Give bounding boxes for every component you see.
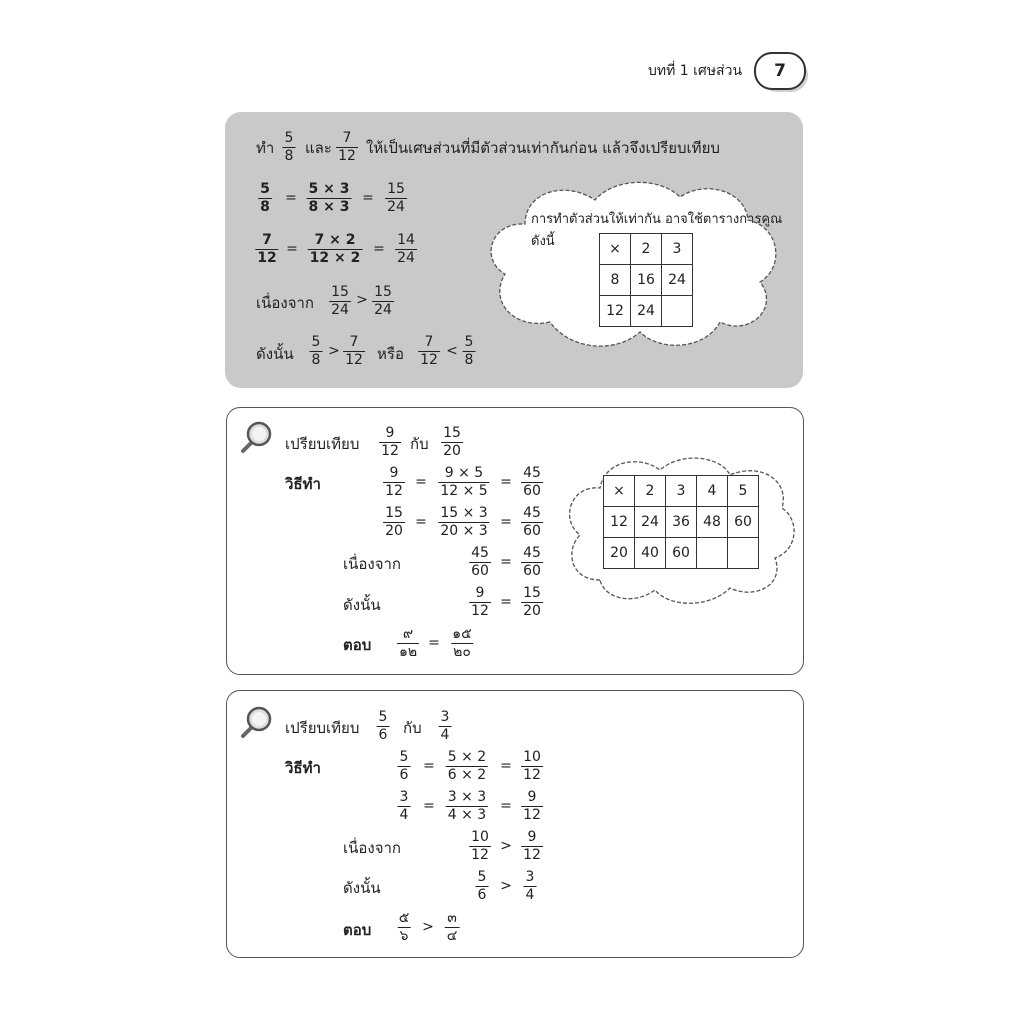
- or-label: หรือ: [377, 345, 404, 363]
- fraction: $\frac{3}{4}$: [440, 709, 450, 743]
- fraction: $\frac{10}{12}$: [523, 749, 541, 783]
- intro-fraction: $\frac{7}{12}$: [338, 130, 356, 164]
- intro-fraction: $\frac{5}{8}$: [284, 130, 294, 164]
- table-cell: 36: [666, 507, 697, 538]
- fraction: $\frac{15}{20}$: [385, 505, 403, 539]
- fraction: $\frac{9 \times 5}{12 \times 5}$: [440, 465, 488, 499]
- fraction: $\frac{5 \times 2}{6 \times 2}$: [447, 749, 487, 783]
- therefore-label: ดังนั้น: [343, 596, 381, 614]
- equals-sign: =: [500, 474, 512, 490]
- fraction: ๓ ๔: [446, 910, 458, 944]
- fraction: $\frac{45}{60}$: [523, 505, 541, 539]
- multiplication-table: [599, 233, 693, 327]
- intro-prefix: ทำ: [256, 139, 275, 157]
- table-cell: 2: [635, 476, 666, 507]
- fraction: $\frac{3 \times 3}{4 \times 3}$: [447, 789, 487, 823]
- example-2-conj: กับ: [403, 719, 422, 737]
- fraction: $\frac{45}{60}$: [523, 465, 541, 499]
- comparison-sign: >: [328, 343, 340, 359]
- intro-and: และ: [305, 139, 332, 157]
- fraction: $\frac{5}{6}$: [378, 709, 388, 743]
- comparison-sign: =: [500, 594, 512, 610]
- fraction: $\frac{9}{12}$: [385, 465, 403, 499]
- table-cell: ×: [604, 476, 635, 507]
- table-cell: 3: [666, 476, 697, 507]
- table-cell: 12: [600, 296, 631, 327]
- table-row: [604, 538, 759, 569]
- fraction: $\frac{5}{8}$: [311, 334, 321, 368]
- table-cell: 24: [662, 265, 693, 296]
- fraction: $\frac{45}{60}$: [523, 545, 541, 579]
- comparison-sign: >: [500, 878, 512, 894]
- fraction: $\frac{45}{60}$: [471, 545, 489, 579]
- fraction: $\frac{7}{12}$: [257, 232, 277, 266]
- fraction: $\frac{7}{12}$: [345, 334, 363, 368]
- comparison-sign: <: [446, 343, 458, 359]
- table-cell: ×: [600, 234, 631, 265]
- fraction: ๑๕ ๒๐: [452, 626, 472, 660]
- equals-sign: =: [285, 190, 297, 206]
- fraction: $\frac{9}{12}$: [381, 425, 399, 459]
- fraction: $\frac{10}{12}$: [471, 829, 489, 863]
- cloud-note: การทำตัวส่วนให้เท่ากัน อาจใช้ตารางการคูณ: [531, 212, 783, 227]
- fraction: $\frac{9}{12}$: [523, 789, 541, 823]
- table-cell: 60: [728, 507, 759, 538]
- fraction: $\frac{7 \times 2}{12 \times 2}$: [309, 232, 361, 266]
- table-cell: 5: [728, 476, 759, 507]
- comparison-sign: >: [500, 838, 512, 854]
- method-label: วิธีทำ: [285, 475, 321, 493]
- example-2-title: เปรียบเทียบ: [285, 719, 360, 737]
- equals-sign: =: [415, 514, 427, 530]
- table-cell: 24: [631, 296, 662, 327]
- equals-sign: =: [423, 798, 435, 814]
- example-1-title: เปรียบเทียบ: [285, 435, 360, 453]
- equals-sign: =: [500, 798, 512, 814]
- equals-sign: =: [286, 241, 298, 257]
- equals-sign: =: [362, 190, 374, 206]
- example-1-conj: กับ: [410, 435, 429, 453]
- fraction: $\frac{7}{12}$: [420, 334, 438, 368]
- table-cell: [728, 538, 759, 569]
- table-row: [604, 476, 759, 507]
- table-cell: [697, 538, 728, 569]
- method-label: วิธีทำ: [285, 759, 321, 777]
- intro-instruction: ให้เป็นเศษส่วนที่มีตัวส่วนเท่ากันก่อน แล้วจึงเปรียบเทียบ: [366, 139, 720, 157]
- since-label: เนื่องจาก: [343, 839, 402, 857]
- table-cell: 16: [631, 265, 662, 296]
- fraction: ๙ ๑๒: [398, 626, 418, 660]
- table-cell: 48: [697, 507, 728, 538]
- fraction: ๕ ๖: [398, 910, 410, 944]
- equals-sign: =: [415, 474, 427, 490]
- fraction: $\frac{15 \times 3}{20 \times 3}$: [440, 505, 488, 539]
- fraction: $\frac{15}{20}$: [523, 585, 541, 619]
- magnifier-icon: [240, 705, 274, 739]
- table-cell: 40: [635, 538, 666, 569]
- fraction: $\frac{9}{12}$: [471, 585, 489, 619]
- table-cell: 20: [604, 538, 635, 569]
- fraction: $\frac{15}{24}$: [387, 181, 405, 215]
- comparison-sign: >: [422, 919, 434, 935]
- multiplication-table: [603, 475, 759, 569]
- table-cell: 2: [631, 234, 662, 265]
- table-row: [600, 265, 693, 296]
- equals-sign: =: [500, 758, 512, 774]
- fraction: $\frac{14}{24}$: [397, 232, 415, 266]
- answer-label: ตอบ: [343, 636, 372, 654]
- table-row: [604, 507, 759, 538]
- equals-sign: =: [500, 514, 512, 530]
- chapter-title: บทที่ 1 เศษส่วน: [648, 63, 743, 79]
- equals-sign: =: [373, 241, 385, 257]
- fraction: $\frac{15}{20}$: [443, 425, 461, 459]
- table-row: [600, 296, 693, 327]
- magnifier-icon: [240, 420, 274, 454]
- since-label: เนื่องจาก: [343, 555, 402, 573]
- equals-sign: =: [423, 758, 435, 774]
- table-cell: 24: [635, 507, 666, 538]
- table-cell: 60: [666, 538, 697, 569]
- cloud-note-2: ดังนี้: [531, 234, 555, 249]
- fraction: $\frac{5}{6}$: [477, 869, 487, 903]
- fraction: $\frac{5 \times 3}{8 \times 3}$: [308, 181, 350, 215]
- comparison-sign: =: [428, 635, 440, 651]
- table-row: [600, 234, 693, 265]
- since-label: เนื่องจาก: [256, 294, 315, 312]
- comparison-sign: =: [500, 554, 512, 570]
- fraction: $\frac{15}{24}$: [331, 284, 349, 318]
- fraction: $\frac{5}{6}$: [399, 749, 409, 783]
- page-number: 7: [754, 52, 806, 90]
- fraction: $\frac{9}{12}$: [523, 829, 541, 863]
- fraction: $\frac{3}{4}$: [399, 789, 409, 823]
- therefore-label: ดังนั้น: [256, 345, 294, 363]
- therefore-label: ดังนั้น: [343, 879, 381, 897]
- table-cell: 4: [697, 476, 728, 507]
- table-cell: [662, 296, 693, 327]
- table-cell: 12: [604, 507, 635, 538]
- fraction: $\frac{3}{4}$: [525, 869, 535, 903]
- fraction: $\frac{15}{24}$: [374, 284, 392, 318]
- answer-label: ตอบ: [343, 921, 372, 939]
- fraction: $\frac{5}{8}$: [464, 334, 474, 368]
- table-cell: 8: [600, 265, 631, 296]
- fraction: $\frac{5}{8}$: [260, 181, 270, 215]
- table-cell: 3: [662, 234, 693, 265]
- comparison-sign: >: [356, 292, 368, 308]
